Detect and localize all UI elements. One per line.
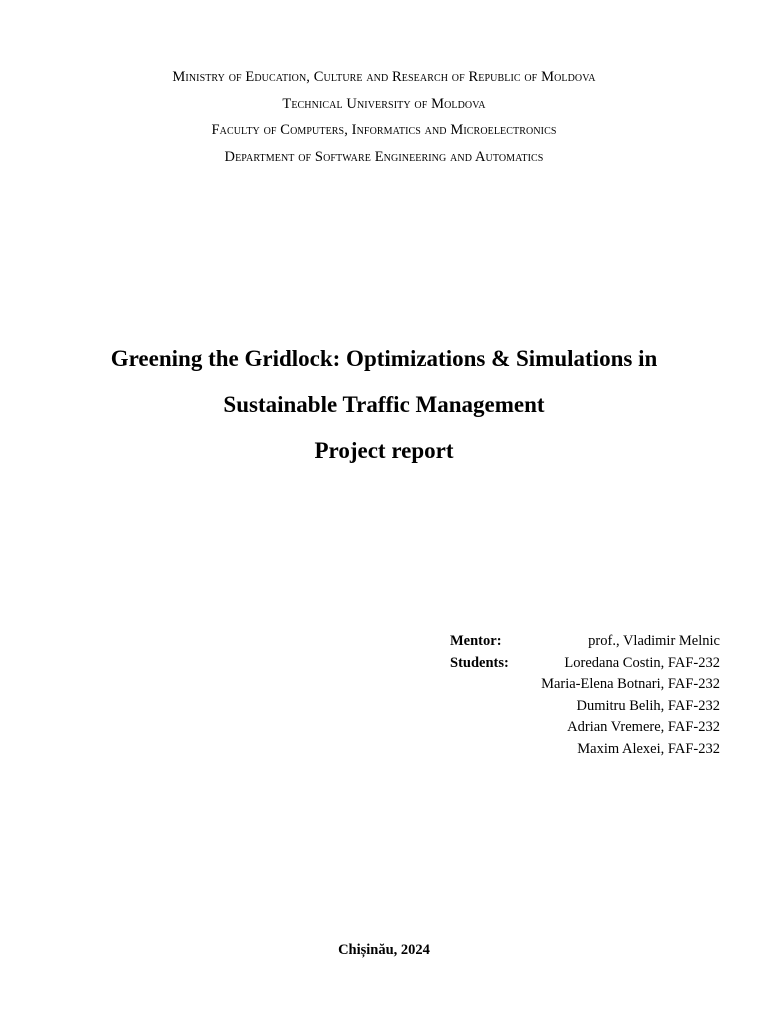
ministry-line: Ministry of Education, Culture and Research of Republic of Moldova — [172, 69, 596, 85]
mentor-name: prof., Vladimir Melnic — [588, 633, 720, 649]
student-name: Loredana Costin, FAF-232 — [564, 654, 720, 671]
mentor-label: Mentor: — [450, 633, 502, 649]
university-line: Technical University of Moldova — [282, 95, 486, 112]
faculty-line: Faculty of Computers, Informatics and Microelectronics — [211, 122, 557, 138]
student-name: Adrian Vremere, FAF-232 — [567, 719, 720, 735]
institution-header — [0, 64, 768, 170]
title-line-1: Greening the Gridlock: Optimizations & Simulations in — [110, 346, 658, 371]
student-name: Dumitru Belih, FAF-232 — [576, 697, 720, 714]
title-line-2: Sustainable Traffic Management — [223, 392, 545, 417]
people-block — [450, 631, 720, 760]
department-line: Department of Software Engineering and Automatics — [224, 148, 544, 165]
report-type: Project report — [314, 438, 454, 463]
students-label: Students: — [450, 654, 509, 671]
students-row — [450, 653, 720, 675]
title-block — [0, 336, 768, 474]
student-name: Maria-Elena Botnari, FAF-232 — [541, 676, 720, 692]
mentor-row — [450, 631, 720, 653]
student-name: Maxim Alexei, FAF-232 — [577, 740, 720, 757]
place-date: Chișinău, 2024 — [338, 942, 430, 958]
